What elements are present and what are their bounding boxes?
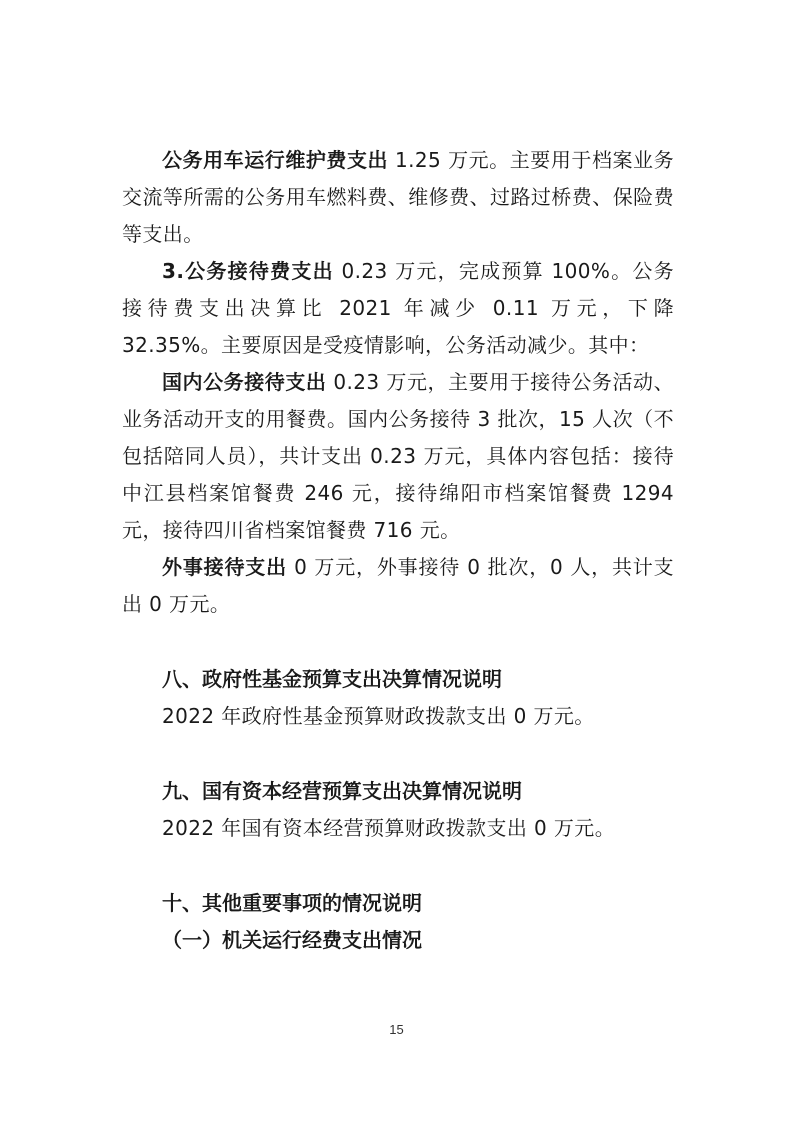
section-heading-8: 八、政府性基金预算支出决算情况说明 <box>162 667 502 691</box>
section-heading-9: 九、国有资本经营预算支出决算情况说明 <box>162 779 522 803</box>
spacer <box>122 623 674 661</box>
paragraph-text: 1.25 万元。主要用于档案业务交流等所需的公务用车燃料费、维修费、过路过桥费、保险费等支出。 <box>122 148 675 246</box>
page-content <box>122 142 674 959</box>
section-text-8: 2022 年政府性基金预算财政拨款支出 0 万元。 <box>162 704 595 728</box>
paragraph-vehicle-maintenance <box>122 142 674 253</box>
page-number: 15 <box>389 1022 404 1037</box>
section-subheading-10-1: （一）机关运行经费支出情况 <box>162 928 422 952</box>
paragraph-bold-lead: 3.公务接待费支出 <box>162 259 334 283</box>
section-text-9: 2022 年国有资本经营预算财政拨款支出 0 万元。 <box>162 816 616 840</box>
paragraph-foreign-reception <box>122 549 674 623</box>
spacer <box>122 847 674 885</box>
paragraph-text: 0.23 万元，主要用于接待公务活动、业务活动开支的用餐费。国内公务接待 3 批次，15 人次（不包括陪同人员），共计支出 0.23 万元，具体内容包括：接待中江县档案馆餐费 246 元，接待绵阳市档案馆餐费 1294 元，接待四川省档案馆餐费 716 元。 <box>122 370 674 542</box>
paragraph-reception-expense <box>122 253 674 364</box>
paragraph-text: 0 万元，外事接待 0 批次，0 人，共计支出 0 万元。 <box>122 555 674 616</box>
spacer <box>122 735 674 773</box>
paragraph-domestic-reception <box>122 364 674 549</box>
paragraph-bold-lead: 公务用车运行维护费支出 <box>162 148 389 172</box>
section-heading-10: 十、其他重要事项的情况说明 <box>162 891 422 915</box>
paragraph-text: 0.23 万元，完成预算 100%。公务接待费支出决算比 2021 年减少 0.11 万元，下降 32.35%。主要原因是受疫情影响，公务活动减少。其中： <box>122 259 674 357</box>
paragraph-bold-lead: 国内公务接待支出 <box>162 370 327 394</box>
paragraph-bold-lead: 外事接待支出 <box>162 555 287 579</box>
